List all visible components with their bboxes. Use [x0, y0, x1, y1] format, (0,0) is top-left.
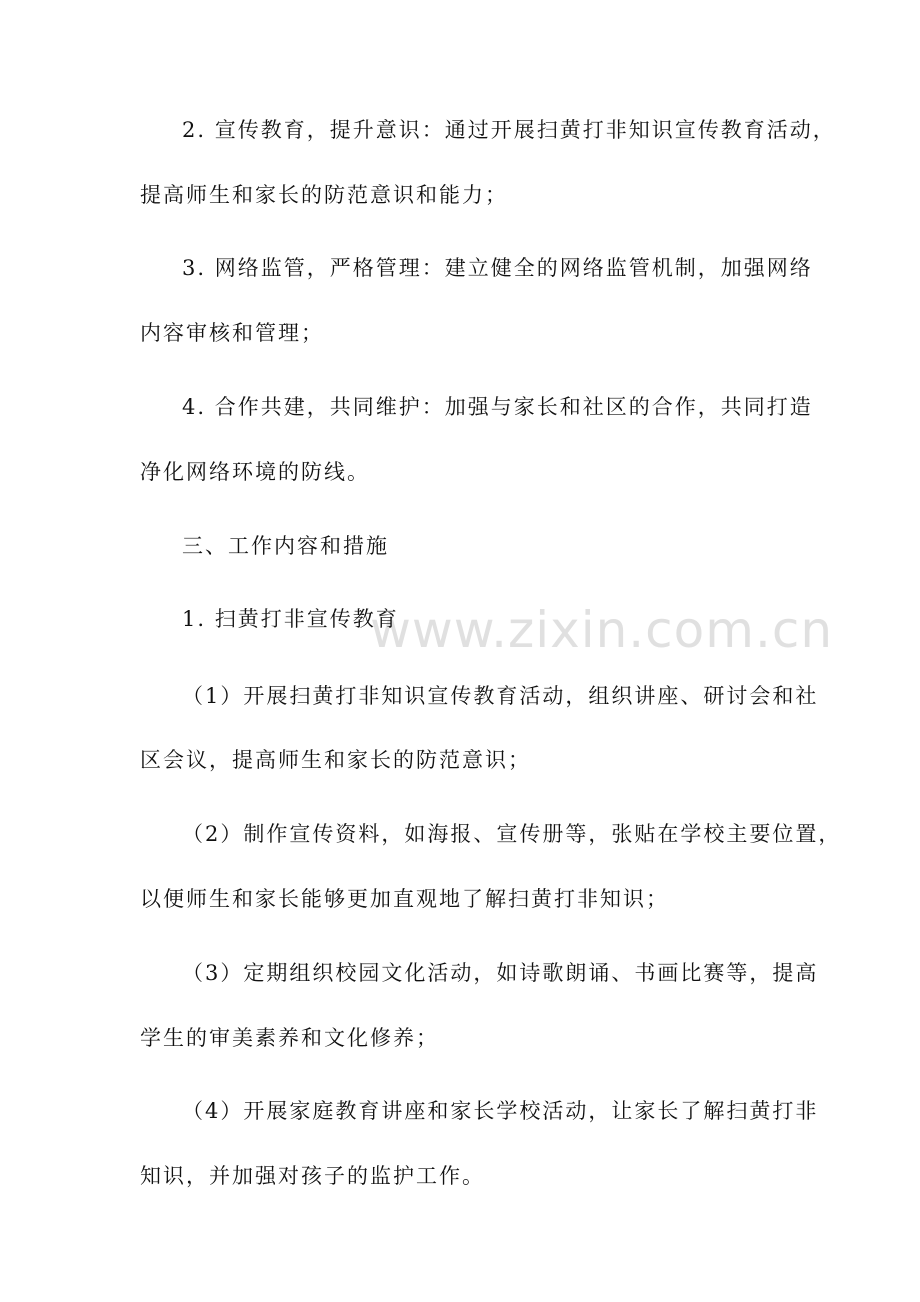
- paragraph-line: 区会议，提高师生和家长的防范意识；: [140, 748, 531, 772]
- paragraph-line: 2. 宣传教育，提升意识：通过开展扫黄打非知识宣传教育活动，: [182, 118, 836, 142]
- section-heading: 三、工作内容和措施: [182, 534, 389, 558]
- paragraph-line: 内容审核和管理；: [140, 321, 324, 345]
- paragraph-line: （2）制作宣传资料，如海报、宣传册等，张贴在学校主要位置，: [182, 822, 842, 846]
- paragraph-line: 提高师生和家长的防范意识和能力；: [140, 183, 508, 207]
- paragraph-line: 3. 网络监管，严格管理：建立健全的网络监管机制，加强网络: [182, 256, 813, 280]
- paragraph-line: 知识，并加强对孩子的监护工作。: [140, 1164, 485, 1188]
- paragraph-line: 学生的审美素养和文化修养；: [140, 1026, 439, 1050]
- paragraph-line: （3）定期组织校园文化活动，如诗歌朗诵、书画比赛等，提高: [182, 961, 819, 985]
- paragraph-line: （4）开展家庭教育讲座和家长学校活动，让家长了解扫黄打非: [182, 1099, 819, 1123]
- paragraph-line: 4. 合作共建，共同维护：加强与家长和社区的合作，共同打造: [182, 395, 813, 419]
- paragraph-line: 以便师生和家长能够更加直观地了解扫黄打非知识；: [140, 887, 669, 911]
- subsection-heading: 1. 扫黄打非宣传教育: [182, 607, 399, 631]
- paragraph-line: 净化网络环境的防线。: [140, 460, 370, 484]
- watermark: www.zixin.com.cn: [370, 601, 834, 659]
- paragraph-line: （1）开展扫黄打非知识宣传教育活动，组织讲座、研讨会和社: [182, 684, 819, 708]
